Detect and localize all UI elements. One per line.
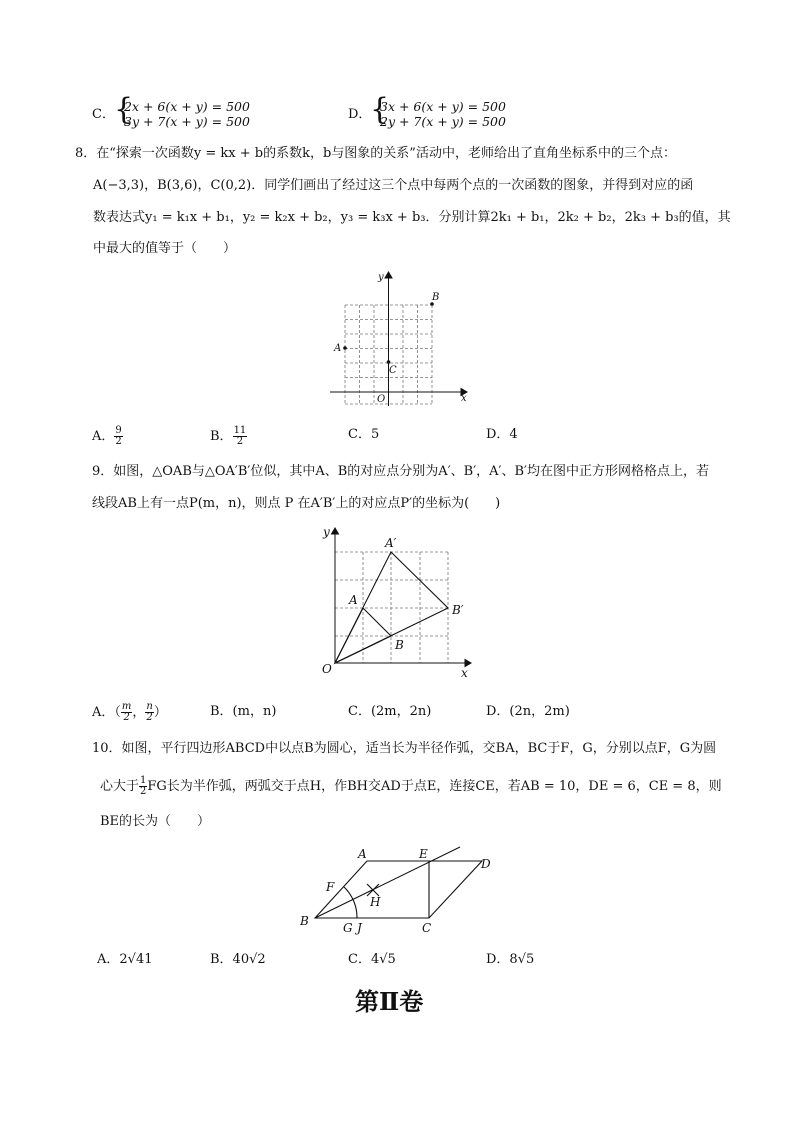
- q10-f-label: F: [326, 880, 335, 894]
- q10-parallelogram-figure: [295, 840, 505, 935]
- q9-a2-label: A′: [385, 536, 397, 550]
- q8-a-label: A: [334, 343, 342, 354]
- q7-option-c-brace: {: [114, 92, 134, 127]
- q9-b2-label: B′: [452, 603, 464, 617]
- q8-origin-label: O: [377, 394, 386, 405]
- q8-option-a: A． $\frac{9}{2}$: [92, 425, 122, 447]
- q10-parallelogram-abcd: [315, 861, 482, 918]
- q8-x-label: x: [461, 393, 467, 404]
- q8-stem-line4: 中最大的值等于（ ）: [93, 241, 237, 256]
- q10-g-label: G: [343, 921, 353, 935]
- q8-c-label: C: [389, 365, 397, 376]
- q7-option-c-label: C．: [92, 107, 115, 122]
- q9-y-label: y: [323, 525, 330, 539]
- q8-y-label: y: [378, 272, 384, 283]
- q10-stem-line2: 心大于 $\frac{1}{2}$ FG长为半作弧，两弧交于点H，作BH交AD于点E，连接CE，若AB = 10，DE = 6，CE = 8，则: [100, 775, 722, 797]
- q8-option-d: D．4: [486, 427, 518, 442]
- q10-b-label: B: [300, 914, 309, 928]
- q9-option-c: C．(2m，2n): [348, 704, 432, 719]
- q9-b-label: B: [395, 638, 404, 652]
- q9-a-label: A: [349, 593, 358, 607]
- q10-e-label: E: [419, 847, 428, 861]
- q8-stem-line2: A(−3,3)，B(3,6)，C(0,2)．同学们画出了经过这三个点中每两个点的一次函数的图象，并得到对应的函: [93, 178, 694, 193]
- q8-y-axis-arrow: [385, 272, 392, 278]
- q10-option-a: A．2√41: [97, 952, 153, 967]
- q10-option-d: D．8√5: [486, 952, 535, 967]
- q10-d-label: D: [481, 857, 491, 871]
- q7-option-c-line2: 3y + 7(x + y) = 500: [124, 114, 250, 129]
- q8-point-c: [387, 360, 391, 364]
- q8-b-label: B: [432, 292, 440, 303]
- q7-option-c-line1: 2x + 6(x + y) = 500: [124, 99, 250, 114]
- q7-option-d-label: D．: [348, 107, 372, 122]
- q10-a-label: A: [358, 847, 367, 861]
- q7-option-d-line2: 2y + 7(x + y) = 500: [380, 114, 506, 129]
- q9-y-axis-arrow: [332, 528, 339, 534]
- q10-c-label: C: [422, 921, 432, 935]
- q10-j-label: J: [357, 921, 362, 935]
- q9-option-b: B．(m，n): [210, 704, 277, 719]
- q9-option-d: D．(2n，2m): [486, 704, 570, 719]
- q8-option-c: C．5: [348, 427, 380, 442]
- q7-option-d-brace: {: [370, 92, 390, 127]
- q9-x-label: x: [461, 666, 468, 680]
- q10-option-b: B．40√2: [210, 952, 266, 967]
- q8-coordinate-figure: [325, 270, 470, 410]
- q9-stem-line1: 9．如图，△OAB与△OA′B′位似，其中A、B的对应点分别为A′、B′，A′、B′均在图中正方形网格格点上，若: [92, 464, 709, 479]
- q9-similarity-figure: [315, 522, 480, 682]
- q7-option-d-line1: 3x + 6(x + y) = 500: [380, 99, 506, 114]
- q8-option-b: B． $\frac{11}{2}$: [210, 425, 247, 447]
- section-title: 第Ⅱ卷: [355, 987, 424, 1016]
- q10-option-c: C．4√5: [348, 952, 396, 967]
- q8-stem-line3: 数表达式y₁ = k₁x + b₁，y₂ = k₂x + b₂，y₃ = k₃x + b₃．分别计算2k₁ + b₁，2k₂ + b₂，2k₃ + b₃的值，其: [93, 210, 731, 225]
- q10-stem-line1: 10．如图，平行四边形ABCD中以点B为圆心，适当长为半径作弧，交BA，BC于F，G，分别以点F，G为圆: [92, 741, 717, 756]
- q9-origin-label: O: [322, 662, 332, 676]
- q10-h-label: H: [370, 895, 381, 909]
- q9-option-a: A．（ $\frac{m}{2}$ ， $\frac{n}{2}$ ）: [92, 701, 167, 723]
- q10-stem-line3: BE的长为（ ）: [100, 814, 211, 829]
- q8-stem-line1: 8．在“探索一次函数y = kx + b的系数k，b与图象的关系”活动中，老师给出了直角坐标系中的三个点：: [75, 146, 676, 161]
- q9-triangle-oa2b2: [335, 552, 448, 663]
- q9-stem-line2: 线段AB上有一点P(m，n)，则点 P 在A′B′上的对应点P′的坐标为( ): [92, 496, 501, 511]
- q8-point-a: [343, 346, 347, 350]
